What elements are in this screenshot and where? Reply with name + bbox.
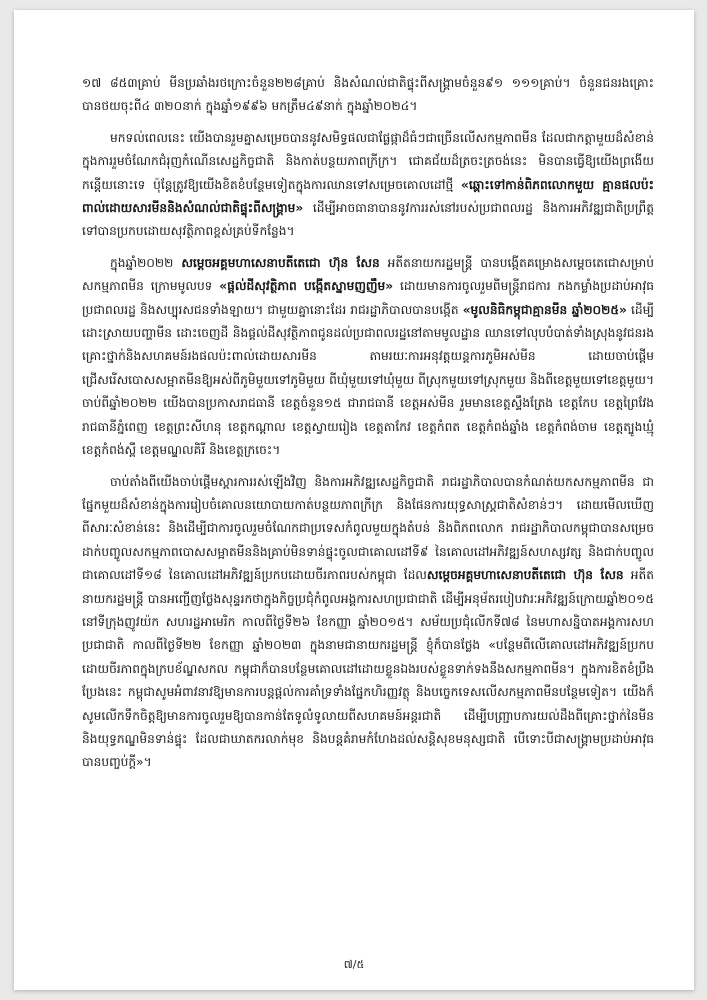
text-run: ក្នុងឆ្នាំ២០២២ — [110, 255, 182, 270]
bold-text-run: «ឆ្ពោះទៅកាន់ពិភពលោកមួយ គ្មានផលប៉ះពាល់ដោយសារមីននិងសំណល់ជាតិផ្ទុះពីសង្គ្រាម» — [82, 177, 655, 216]
text-run: ដោយមានការចូលរួមពីមន្ត្រីរាជការ កងកម្លាំងប្រដាប់អាវុធ ប្រជាពលរដ្ឋ និងសប្បុរសជនទាំងឡាយ។ ជាមួយគ្នានោះដែរ រាជរដ្ឋាភិបាលបានបង្កើត — [82, 279, 654, 317]
bold-text-run: «ផ្តល់ដីសុវត្ថិភាព បង្កើតស្នាមញញឹម» — [219, 279, 394, 294]
bold-text-run: «មូលនិធិកម្ពុជាគ្មានមីន ឆ្នាំ២០២៥» — [462, 302, 627, 317]
text-run: ១៧ ៨៥៣គ្រាប់ មីនប្រឆាំងរថក្រោះចំនួន២២៨គ្រាប់ និងសំណល់ជាតិផ្ទុះពីសង្គ្រាមចំនួន៩១ ១១១គ្រាប់។ ចំនួនជនរងគ្រោះបានថយចុះពី៤ ៣២០នាក់ ក្នុងឆ្នាំ១៩៩៦ មកត្រឹម៤៩នាក់ ក្នុងឆ្នាំ២០២៤។ — [82, 76, 654, 114]
page-number: ៧/៥ — [343, 958, 365, 971]
text-run: អតីតនាយករដ្ឋមន្ត្រី បានបង្កើតគម្រោងសម្តេចតេជោសម្រាប់សកម្មភាពមីន ក្រោមមូលបទ — [82, 255, 654, 294]
text-run: អតីតនាយករដ្ឋមន្ត្រី បានអញ្ជើញថ្លែងសុន្ទរកថាក្នុងកិច្ចប្រជុំកំពូលអង្គការសហប្រជាជាតិ ដើម្បីអនុម័តរបៀបវារៈអភិវឌ្ឍន៍ក្រោយឆ្នាំ២០១៥ នៅទីក្រុងញូវយ៉ក សហរដ្ឋអាមេរិក កាលពីថ្ងៃទី២៦ ខែកញ្ញា ឆ្នាំ២០១៥។ សម័យប្រជុំលើកទី៧៨ នៃមហាសន្និបាតអង្គការសហប្រជាជាតិ កាលពីថ្ងៃទី២២ ខែកញ្ញា ឆ្នាំ២០២៣ ក្នុងនាមជានាយករដ្ឋមន្ត្រី ខ្ញុំក៏បានថ្លែង «បន្ថែមពីលើគោលដៅអភិវឌ្ឍន៍ប្រកបដោយចីរភាពក្នុងក្របខ័ណ្ឌសកល កម្ពុជាក៏បានបន្ថែមគោលដៅដោយខ្លួនឯងរបស់ខ្លួនទាក់ទងនឹងសកម្មភាពមីន។ ក្នុងការខិតខំប្រឹងប្រែងនេះ កម្ពុជាសូមអំពាវនាវឱ្យមានការបន្តផ្តល់ការគាំទ្រទាំងផ្នែកហិរញ្ញវត្ថុ និងបច្ចេកទេសលើសកម្មភាពមីនបន្ថែមទៀត។ យើងក៏សូមលើកទឹកចិត្តឱ្យមានការចូលរួមឱ្យបានកាន់តែទូលំទូលាយពីសហគមន៍អន្តរជាតិ ដើម្បីបញ្ជ្រាបការយល់ដឹងពីគ្រោះថ្នាក់នៃមីន និងយុទ្ធភណ្ឌមិនទាន់ផ្ទុះ ដែលជាឃាតករលាក់មុខ និងបន្តគំរាមកំហែងដល់សន្តិសុខមនុស្សជាតិ បើទោះបីជាសង្គ្រាមប្រដាប់អាវុធបានបញ្ចប់ក្តី»។ — [82, 568, 654, 770]
document-body — [82, 72, 654, 783]
text-run: ដើម្បីអាចធានាបាននូវការរស់នៅរបស់ប្រជាពលរដ្ឋ និងការអភិវឌ្ឍជាតិប្រព្រឹត្តទៅបានប្រកបដោយសុវត្ថិភាពខ្ពស់គ្រប់ទីកន្លែង។ — [82, 201, 654, 239]
bold-text-run: សម្តេចអគ្គមហាសេនាបតីតេជោ ហ៊ុន សែន — [426, 568, 624, 583]
text-run: ដើម្បីដោះស្រាយបញ្ហាមីន ដោះចេញដី និងផ្តល់ដីសុវត្ថិភាពជូនដល់ប្រជាពលរដ្ឋនៅតាមមូលដ្ឋាន ឈានទៅលុបបំបាត់ទាំងស្រុងនូវជនរងគ្រោះថ្នាក់និងសហគមន៍រងផលប៉ះពាល់ដោយសារមីន តាមរយៈការអនុវត្តយន្តការភូមិអស់មីន ដោយចាប់ផ្តើមជ្រើសរើសបោសសម្អាតមីនឱ្យអស់ពីភូមិមួយទៅភូមិមួយ ពីឃុំមួយទៅឃុំមួយ ពីស្រុកមួយទៅស្រុកមួយ និងពីខេត្តមួយទៅខេត្តមួយ។ ចាប់ពីឆ្នាំ២០២២ យើងបានប្រកាសរាជធានី ខេត្តចំនួន១៥ ជារាជធានី ខេត្តអស់មីន រួមមានខេត្តស្ទឹងត្រែង ខេត្តកែប ខេត្តព្រៃវែង រាជធានីភ្នំពេញ ខេត្តព្រះសីហនុ ខេត្តកណ្តាល ខេត្តស្វាយរៀង ខេត្តតាកែវ ខេត្តកំពត ខេត្តកំពង់ឆ្នាំង ខេត្តកំពង់ចាម ខេត្តត្បូងឃ្មុំ ខេត្តកំពង់ស្ពឺ ខេត្តមណ្ឌលគិរី និងខេត្តក្រចេះ។ — [82, 302, 654, 458]
text-run: ចាប់តាំងពីយើងចាប់ផ្តើមស្តារការរស់ឡើងវិញ និងការអភិវឌ្ឍសេដ្ឋកិច្ចជាតិ រាជរដ្ឋាភិបាលបានកំណត់យកសកម្មភាពមីន ជាផ្នែកមួយដ៏សំខាន់ក្នុងការរៀបចំគោលនយោបាយកាត់បន្ថយភាពក្រីក្រ និងផែនការយុទ្ធសាស្ត្រជាតិសំខាន់ៗ។ ដោយមើលឃើញពីសារៈសំខាន់នេះ និងដើម្បីជាការចូលរួមចំណែកជាប្រទេសកំពូលមួយក្នុងតំបន់ និងពិភពលោក រាជរដ្ឋាភិបាលកម្ពុជាបានសម្រេចដាក់បញ្ចូលសកម្មភាពបោសសម្អាតមីននិងគ្រាប់មិនទាន់ផ្ទុះចូលជាគោលដៅទី៩ នៃគោលដៅអភិវឌ្ឍន៍សហស្សវត្ស និងជាក់បញ្ចូលជាគោលដៅទី១៨ នៃគោលដៅអភិវឌ្ឍន៍ប្រកបដោយចីរភាពរបស់កម្ពុជា ដែល — [82, 474, 654, 583]
paragraph-1 — [82, 72, 654, 119]
paragraph-2 — [82, 127, 654, 244]
document-page — [14, 10, 694, 990]
bold-text-run: សម្តេចអគ្គមហាសេនាបតីតេជោ ហ៊ុន សែន — [181, 255, 380, 270]
paragraph-4 — [82, 471, 654, 775]
text-run: មកទល់ពេលនេះ យើងបានរួមគ្នាសម្រេចបាននូវសមិទ្ធផលជាផ្លែផ្កាដ៏ធំៗជាច្រើនលើសកម្មភាពមីន ដែលជាកត្តាមួយដ៏សំខាន់ក្នុងការរួមចំណែកជំរុញកំណើនសេដ្ឋកិច្ចជាតិ និងកាត់បន្ថយភាពក្រីក្រ។ ជោគជ័យដ៏ត្រចះត្រចង់នេះ មិនបានធ្វើឱ្យយើងព្រងើយកន្តើយនោះទេ ប៉ុន្តែត្រូវឱ្យយើងខិតខំបន្ថែមទៀតក្នុងការឈានទៅសម្រេចគោលដៅថ្មី — [82, 130, 654, 192]
paragraph-3 — [82, 252, 654, 463]
